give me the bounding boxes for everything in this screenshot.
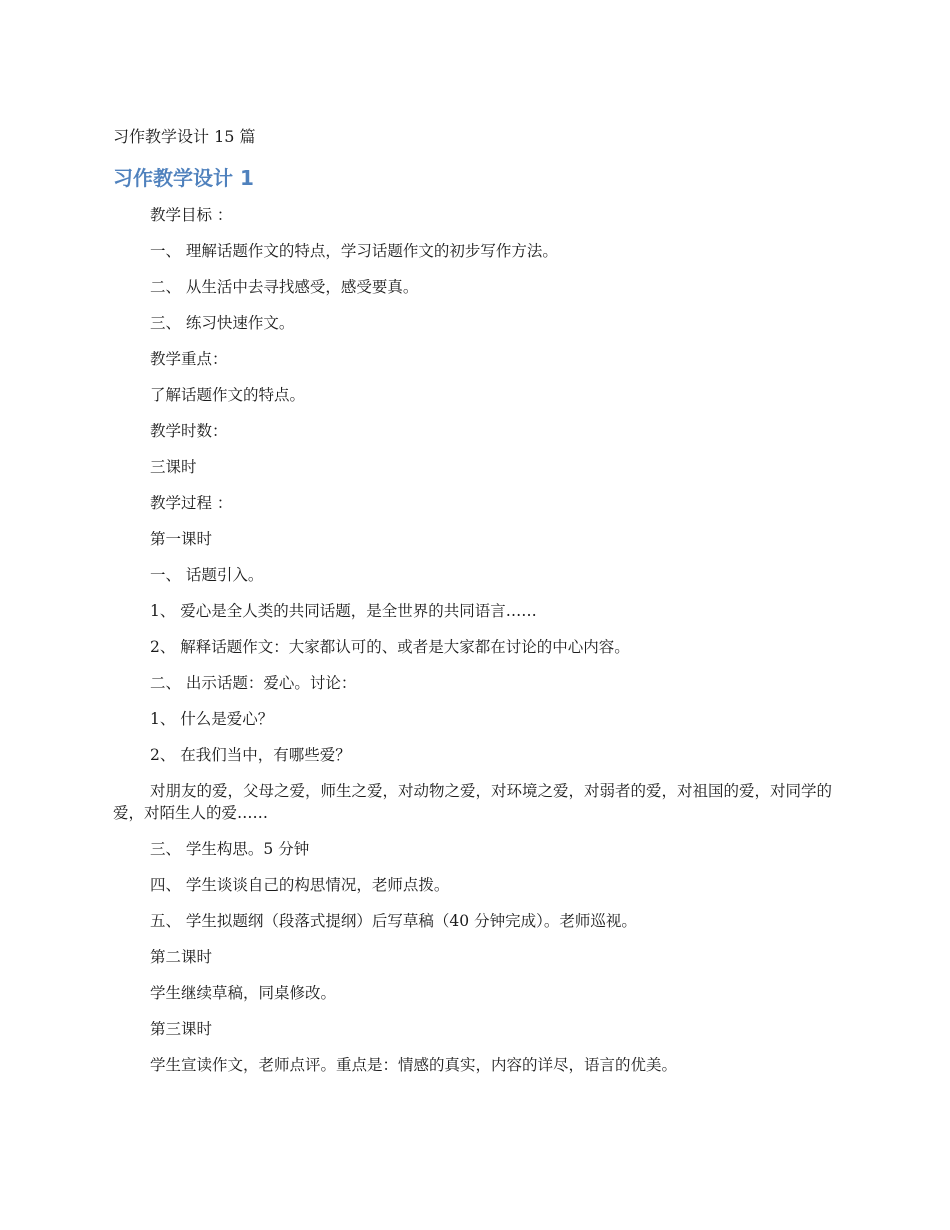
- paragraph: 学生继续草稿，同桌修改。: [150, 984, 337, 1002]
- paragraph: 对朋友的爱，父母之爱，师生之爱，对动物之爱，对环境之爱，对弱者的爱，对祖国的爱，对同学的爱，对陌生人的爱……: [113, 782, 833, 822]
- paragraph: 一、 话题引入。: [150, 566, 264, 584]
- paragraph: 2、 解释话题作文：大家都认可的、或者是大家都在讨论的中心内容。: [150, 638, 630, 656]
- section-heading: 习作教学设计 1: [113, 166, 254, 190]
- paragraph: 教学目标 ：: [150, 206, 233, 224]
- paragraph: 教学重点：: [150, 350, 228, 368]
- paragraph: 二、 出示话题：爱心。讨论：: [150, 674, 357, 692]
- paragraph: 五、 学生拟题纲（段落式提纲）后写草稿（40 分钟完成）。老师巡视。: [150, 912, 637, 930]
- paragraph: 四、 学生谈谈自己的构思情况，老师点拨。: [150, 876, 450, 894]
- paragraph: 二、 从生活中去寻找感受，感受要真。: [150, 278, 419, 296]
- paragraph: 第二课时: [150, 948, 213, 966]
- paragraph: 一、 理解话题作文的特点，学习话题作文的初步写作方法。: [150, 242, 558, 260]
- paragraph: 教学过程 ：: [150, 494, 233, 512]
- document-body: [113, 204, 843, 1090]
- paragraph: 三、 学生构思。5 分钟: [150, 840, 310, 858]
- paragraph: 教学时数：: [150, 422, 228, 440]
- paragraph: 三、 练习快速作文。: [150, 314, 295, 332]
- paragraph: 2、 在我们当中，有哪些爱？: [150, 746, 351, 764]
- paragraph: 了解话题作文的特点。: [150, 386, 306, 404]
- paragraph: 第三课时: [150, 1020, 213, 1038]
- paragraph: 1、 爱心是全人类的共同话题，是全世界的共同语言……: [150, 602, 537, 620]
- paragraph: 学生宣读作文，老师点评。重点是：情感的真实，内容的详尽，语言的优美。: [150, 1056, 678, 1074]
- paragraph: 1、 什么是爱心？: [150, 710, 274, 728]
- paragraph: 三课时: [150, 458, 197, 476]
- document-title: 习作教学设计 15 篇: [113, 127, 256, 146]
- paragraph: 第一课时: [150, 530, 213, 548]
